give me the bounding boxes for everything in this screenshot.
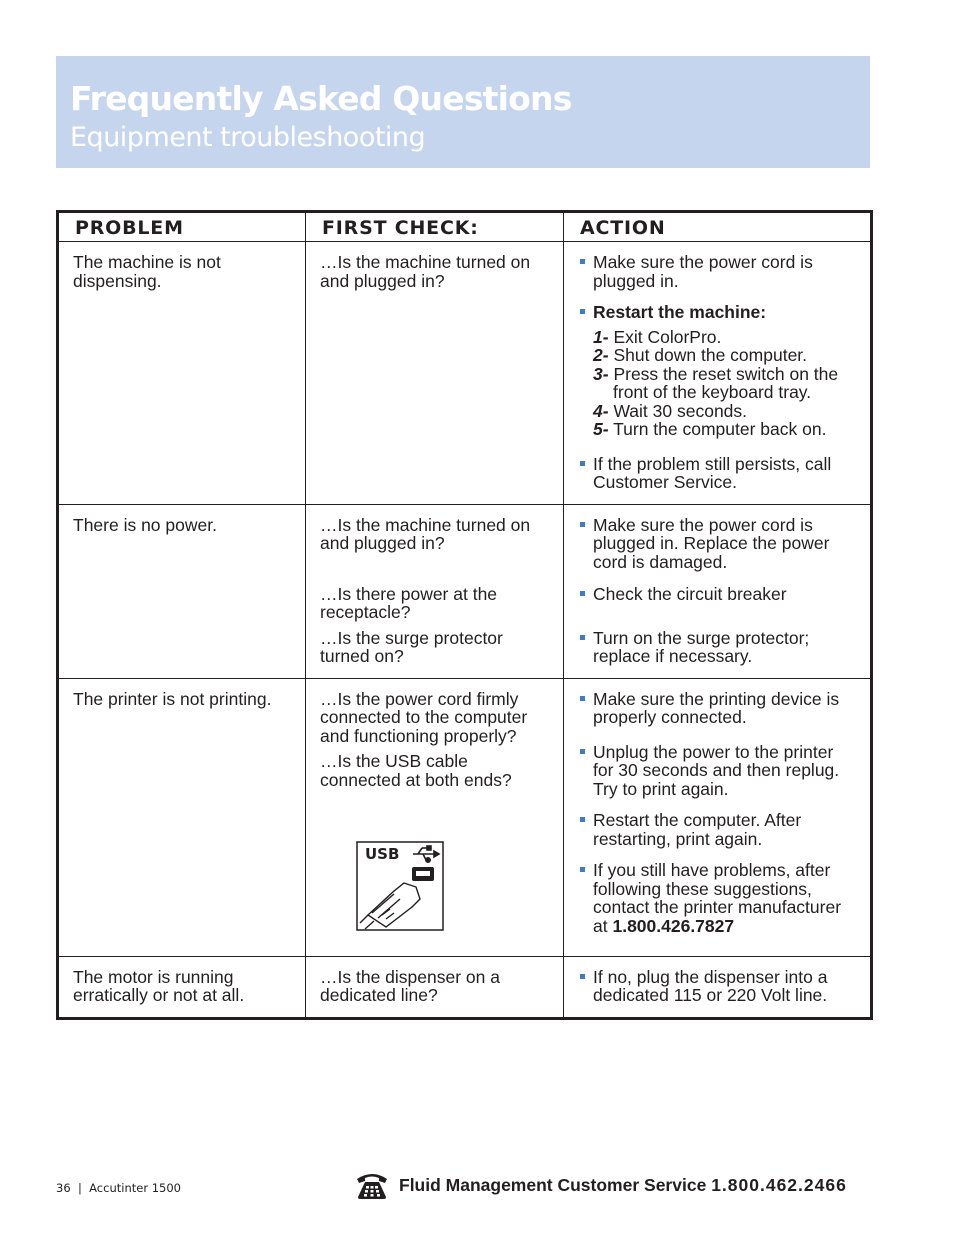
usb-label: USB xyxy=(365,845,400,863)
action-list xyxy=(578,253,858,492)
check-text: …Is the machine turned on and plugged in? xyxy=(320,514,531,553)
page-title: Frequently Asked Questions xyxy=(70,79,572,118)
problem-cell xyxy=(58,678,306,956)
problem-text: The machine is not dispensing. xyxy=(73,252,221,291)
header-banner xyxy=(56,56,870,168)
action-item: Restart the computer. After restarting, print again. xyxy=(578,811,858,848)
problem-text: The printer is not printing. xyxy=(73,688,272,709)
step-item: 4- Wait 30 seconds. xyxy=(593,400,748,421)
problem-cell xyxy=(58,504,306,678)
check-text: …Is the USB cable connected at both ends? xyxy=(320,751,512,790)
page-footer-left xyxy=(56,1181,181,1195)
problem-cell xyxy=(58,242,306,505)
table-header-row xyxy=(58,212,872,242)
restart-heading: Restart the machine: xyxy=(593,302,767,322)
problem-cell xyxy=(58,956,306,1018)
service-label: Fluid Management Customer Service xyxy=(399,1174,707,1195)
check-text: …Is there power at the receptacle? xyxy=(320,583,498,622)
check-text: …Is the dispenser on a dedicated line? xyxy=(320,966,500,1005)
page-number: 36 xyxy=(56,1181,71,1195)
product-name: Accutinter 1500 xyxy=(89,1181,181,1195)
check-cell xyxy=(306,504,564,678)
step-item: 5- Turn the computer back on. xyxy=(593,419,827,439)
check-cell xyxy=(306,956,564,1018)
table-row xyxy=(58,504,872,678)
service-phone: 1.800.462.2466 xyxy=(711,1174,847,1195)
footer-separator: | xyxy=(77,1181,82,1195)
telephone-icon xyxy=(355,1170,389,1200)
action-item: Turn on the surge protector; replace if necessary. xyxy=(578,629,858,666)
action-cell xyxy=(564,504,872,678)
action-item-restart xyxy=(578,303,858,439)
check-text: …Is the power cord firmly connected to the computer and functioning properly? xyxy=(320,688,528,746)
table-row xyxy=(58,956,872,1018)
action-cell xyxy=(564,956,872,1018)
action-item: Make sure the printing device is properly connected. xyxy=(578,690,858,727)
problem-text: There is no power. xyxy=(73,514,217,535)
action-item: Make sure the power cord is plugged in. Replace the power cord is damaged. xyxy=(578,516,858,572)
header-action: ACTION xyxy=(564,212,872,242)
action-cell xyxy=(564,678,872,956)
restart-steps xyxy=(593,328,858,439)
page-subtitle: Equipment troubleshooting xyxy=(70,122,426,153)
action-cell xyxy=(564,242,872,505)
usb-cable-icon xyxy=(356,841,444,931)
check-text: …Is the surge protector turned on? xyxy=(320,627,503,666)
manufacturer-phone: 1.800.426.7827 xyxy=(612,915,735,936)
step-item: 2- Shut down the computer. xyxy=(593,345,808,365)
problem-text: The motor is running erratically or not at all. xyxy=(73,966,245,1005)
step-item: 3- Press the reset switch on the front of the keyboard tray. xyxy=(593,363,839,402)
check-text: …Is the machine turned on and plugged in? xyxy=(320,252,531,291)
faq-table xyxy=(56,210,873,1020)
action-item: If no, plug the dispenser into a dedicated 115 or 220 Volt line. xyxy=(578,968,858,1005)
action-list xyxy=(578,968,858,1005)
check-cell xyxy=(306,242,564,505)
action-list xyxy=(578,690,858,936)
header-problem: PROBLEM xyxy=(58,212,306,242)
action-item: Check the circuit breaker xyxy=(578,585,858,604)
table-row xyxy=(58,242,872,505)
check-cell xyxy=(306,678,564,956)
header-first-check: FIRST CHECK: xyxy=(306,212,564,242)
customer-service-footer xyxy=(355,1168,847,1202)
action-list xyxy=(578,516,858,666)
action-item: Unplug the power to the printer for 30 seconds and then replug. Try to print again. xyxy=(578,743,858,799)
step-item: 1- Exit ColorPro. xyxy=(593,326,722,347)
action-item: Make sure the power cord is plugged in. xyxy=(578,253,858,290)
table-row xyxy=(58,678,872,956)
action-item-contact: If you still have problems, after following these suggestions, contact the printer manufacturer at 1.800.426.7827 xyxy=(578,861,858,935)
action-item: If the problem still persists, call Customer Service. xyxy=(578,455,858,492)
